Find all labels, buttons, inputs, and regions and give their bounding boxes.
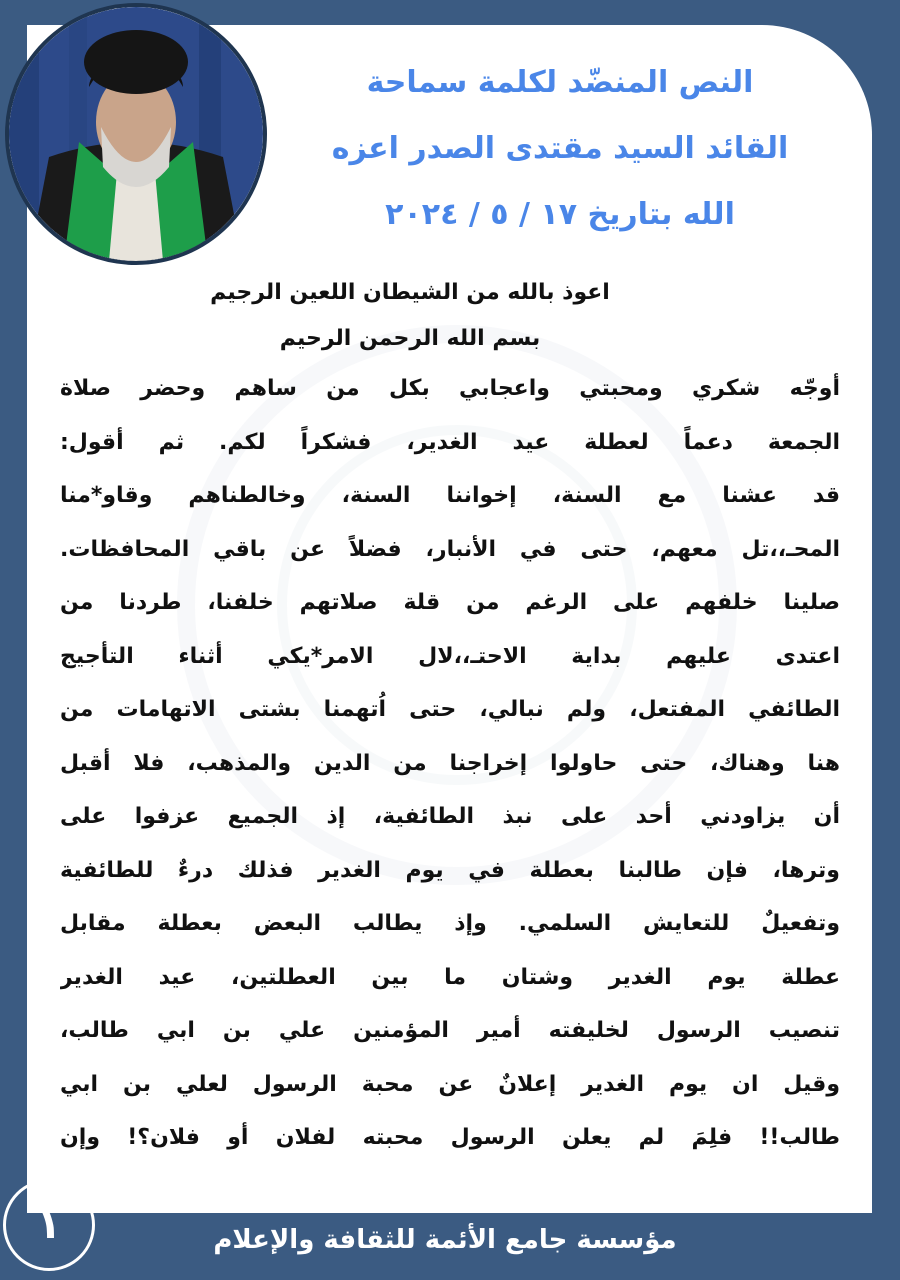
- organization-name: مؤسسة جامع الأئمة للثقافة والإعلام: [213, 1225, 677, 1255]
- text-line: الجمعة دعماً لعطلة عيد الغدير، فشكراً لكم. ثم أقول:: [60, 429, 840, 455]
- opening-line-isti3adha: اعوذ بالله من الشيطان اللعين الرجيم: [210, 280, 610, 305]
- headline: [290, 50, 830, 248]
- text-line: اعتدى عليهم بداية الاحتـ،،لال الامر*يكي أثناء التأجيج: [60, 643, 840, 669]
- portrait-photo-icon: [9, 7, 263, 261]
- opening-line-basmala: بسم الله الرحمن الرحيم: [279, 326, 541, 351]
- headline-line-3: الله بتاريخ ١٧ / ٥ / ٢٠٢٤: [385, 197, 735, 232]
- portrait-avatar: [5, 3, 267, 265]
- page-number-badge: ١: [3, 1179, 95, 1271]
- text-line: عطلة يوم الغدير وشتان ما بين العطلتين، عيد الغدير: [60, 964, 840, 990]
- headline-line-1: النص المنضّد لكلمة سماحة: [366, 65, 754, 100]
- text-line: صلينا خلفهم على الرغم من قلة صلاتهم خلفنا، طردنا من: [60, 590, 840, 615]
- text-line: تنصيب الرسول لخليفته أمير المؤمنين علي بن ابي طالب،: [60, 1018, 840, 1043]
- headline-line-2: القائد السيد مقتدى الصدر اعزه: [331, 131, 789, 166]
- text-line: أن يزاودني أحد على نبذ الطائفية، إذ الجميع عزفوا على: [60, 804, 840, 829]
- text-line: هنا وهناك، حتى حاولوا إخراجنا من الدين والمذهب، فلا أقبل: [60, 750, 840, 776]
- text-line: قد عشنا مع السنة، إخواننا السنة، وخالطناهم وقاو*منا: [60, 483, 840, 508]
- text-line: المحـ،،تل معهم، حتى في الأنبار، فضلاً عن باقي المحافظات.: [60, 536, 840, 562]
- speech-text: [60, 270, 840, 1165]
- text-line: طالب!! فلِمَ لم يعلن الرسول محبته لفلان أو فلان؟! وإن: [60, 1125, 840, 1150]
- text-line: أوجّه شكري ومحبتي واعجابي بكل من ساهم وحضر صلاة: [60, 376, 840, 401]
- text-line: وتفعيلٌ للتعايش السلمي. وإذ يطالب البعض بعطلة مقابل: [60, 911, 840, 936]
- text-line: وترها، فإن طالبنا بعطلة في يوم الغدير فذلك درءٌ للطائفية: [60, 857, 840, 883]
- text-line: الطائفي المفتعل، ولم نبالي، حتى اُتهمنا بشتى الاتهامات من: [60, 697, 840, 722]
- text-line: وقيل ان يوم الغدير إعلانٌ عن محبة الرسول لعلي بن ابي: [60, 1071, 840, 1097]
